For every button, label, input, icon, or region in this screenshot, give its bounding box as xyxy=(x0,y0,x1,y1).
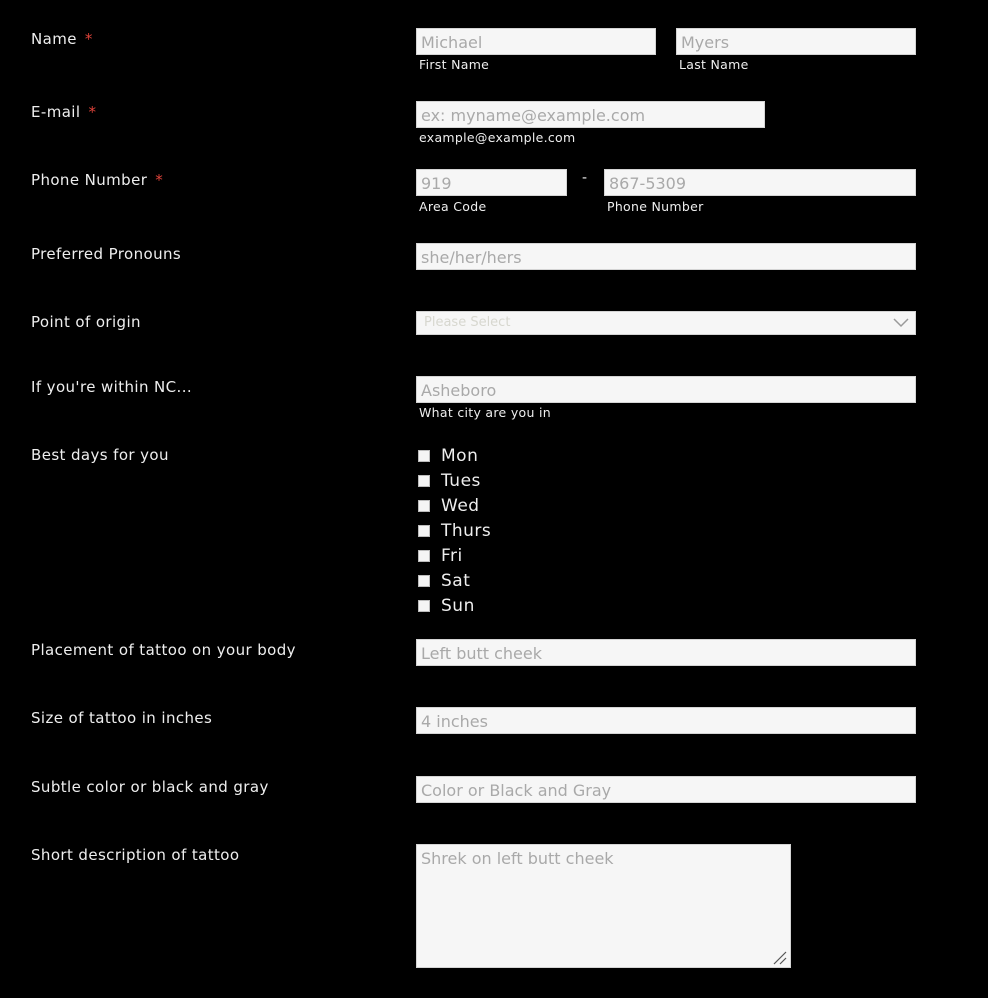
day-label: Thurs xyxy=(441,520,492,541)
origin-label: Point of origin xyxy=(31,313,141,331)
day-option-thurs[interactable] xyxy=(418,518,491,543)
size-label: Size of tattoo in inches xyxy=(31,709,213,727)
description-label: Short description of tattoo xyxy=(31,846,240,864)
required-marker: * xyxy=(88,103,97,121)
email-label-text: E-mail xyxy=(31,103,81,121)
day-option-fri[interactable] xyxy=(418,543,491,568)
color-input[interactable] xyxy=(416,776,916,803)
area-code-input[interactable] xyxy=(416,169,567,196)
name-label-text: Name xyxy=(31,30,77,48)
email-sublabel: example@example.com xyxy=(419,130,576,145)
last-name-sublabel: Last Name xyxy=(679,57,749,72)
checkbox[interactable] xyxy=(418,525,430,537)
phone-label-text: Phone Number xyxy=(31,171,148,189)
phone-number-sublabel: Phone Number xyxy=(607,199,704,214)
checkbox[interactable] xyxy=(418,475,430,487)
color-label: Subtle color or black and gray xyxy=(31,778,269,796)
days-label: Best days for you xyxy=(31,446,169,464)
nc-city-sublabel: What city are you in xyxy=(419,405,551,420)
placement-input[interactable] xyxy=(416,639,916,666)
resize-handle-icon[interactable] xyxy=(772,950,788,966)
phone-label xyxy=(31,171,163,189)
area-code-sublabel: Area Code xyxy=(419,199,487,214)
day-label: Wed xyxy=(441,495,480,516)
day-option-sun[interactable] xyxy=(418,593,491,618)
phone-number-input[interactable] xyxy=(604,169,916,196)
nc-label: If you're within NC... xyxy=(31,378,193,396)
nc-city-input[interactable] xyxy=(416,376,916,403)
day-option-sat[interactable] xyxy=(418,568,491,593)
pronouns-input[interactable] xyxy=(416,243,916,270)
origin-select[interactable] xyxy=(416,311,916,335)
day-label: Mon xyxy=(441,445,479,466)
day-label: Fri xyxy=(441,545,463,566)
email-input[interactable] xyxy=(416,101,765,128)
day-option-tues[interactable] xyxy=(418,468,491,493)
day-label: Sun xyxy=(441,595,475,616)
description-textarea[interactable] xyxy=(416,844,791,968)
last-name-input[interactable] xyxy=(676,28,916,55)
day-label: Tues xyxy=(441,470,481,491)
checkbox[interactable] xyxy=(418,600,430,612)
placement-label: Placement of tattoo on your body xyxy=(31,641,296,659)
phone-separator: - xyxy=(582,170,588,186)
required-marker: * xyxy=(84,30,93,48)
checkbox[interactable] xyxy=(418,500,430,512)
day-option-mon[interactable] xyxy=(418,443,491,468)
first-name-sublabel: First Name xyxy=(419,57,490,72)
origin-selected-value: Please Select xyxy=(424,315,511,330)
day-option-wed[interactable] xyxy=(418,493,491,518)
day-label: Sat xyxy=(441,570,471,591)
pronouns-label: Preferred Pronouns xyxy=(31,245,182,263)
email-label xyxy=(31,103,96,121)
checkbox[interactable] xyxy=(418,450,430,462)
checkbox[interactable] xyxy=(418,550,430,562)
chevron-down-icon xyxy=(893,316,909,328)
required-marker: * xyxy=(155,171,164,189)
days-checkbox-group xyxy=(418,443,491,618)
first-name-input[interactable] xyxy=(416,28,656,55)
size-input[interactable] xyxy=(416,707,916,734)
checkbox[interactable] xyxy=(418,575,430,587)
name-label xyxy=(31,30,93,48)
